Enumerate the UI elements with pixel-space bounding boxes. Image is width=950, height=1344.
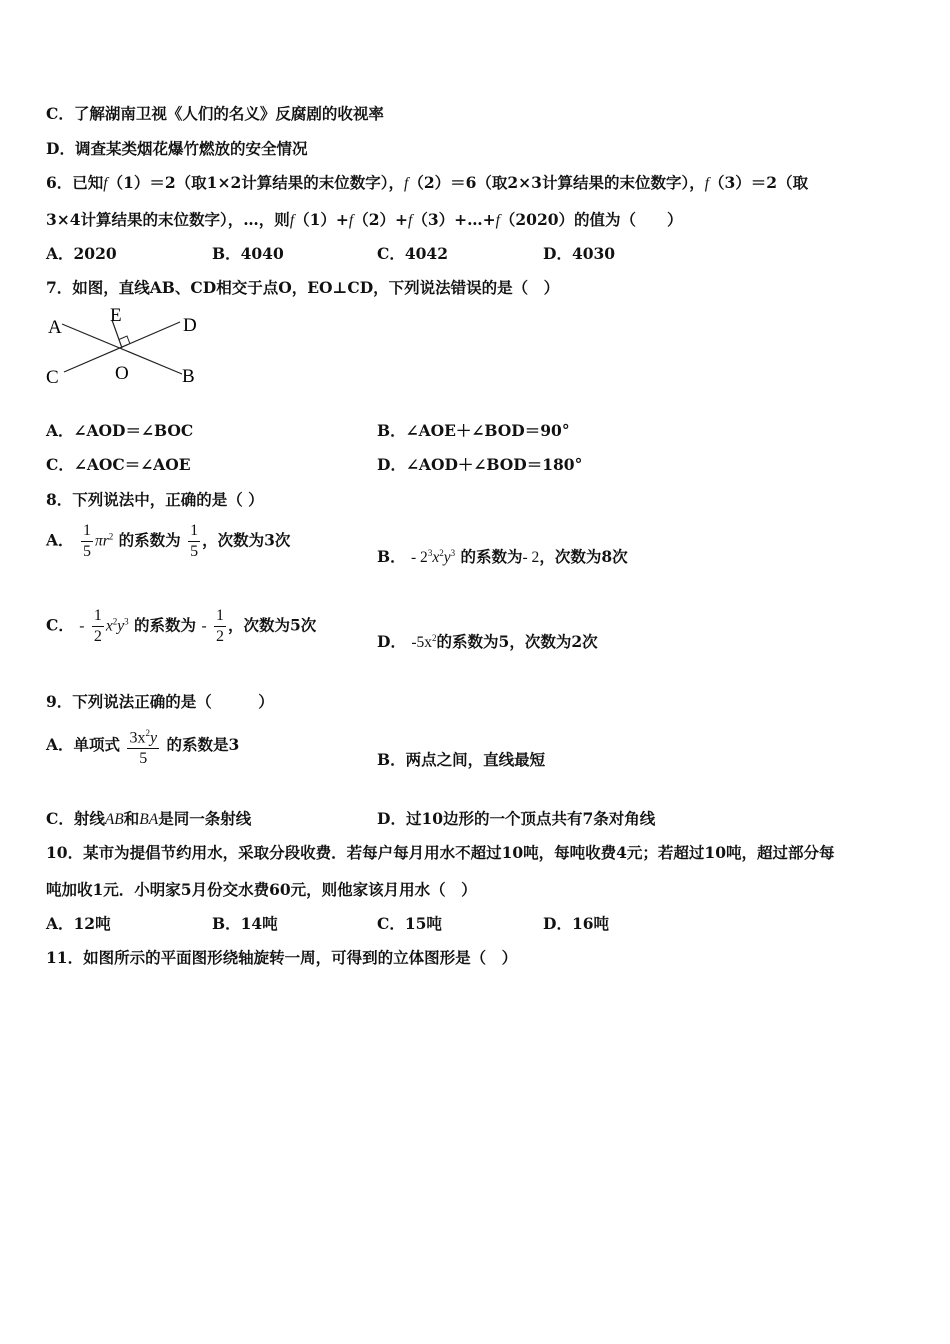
q7-option-d: D．∠AOD＋∠BOD＝180°: [377, 455, 583, 474]
q6-option-d: D．4030: [543, 244, 616, 263]
q8-option-a: A． $\frac{1}{5}$ $\pi r^2$ 的系数为 $\frac{1}{5}$ ，次数为3次: [46, 522, 291, 560]
label-d: D: [183, 315, 197, 336]
q9-option-a: A．单项式 $\frac{3x^2y}{5}$ 的系数是3: [46, 723, 239, 769]
q6-option-b: B．4040: [212, 244, 284, 263]
q10-option-b: B．14吨: [212, 914, 278, 933]
fraction: $\frac{3x^2y}{5}$: [129, 728, 158, 768]
q7-option-c: C．∠AOC＝∠AOE: [46, 455, 191, 474]
q5-option-c: C．了解湖南卫视《人们的名义》反腐剧的收视率: [46, 104, 384, 123]
q9-stem: 9．下列说法正确的是（ ）: [46, 692, 274, 711]
q8-option-c: C． - $\frac{1}{2}$ $x^2y^3$ 的系数为 - $\frac{1}{2}$ ，次数为5次: [46, 607, 317, 645]
q10-stem-line1: 10．某市为提倡节约用水，采取分段收费．若每户每月用水不超过10吨，每吨收费4元；若超过10吨，超过部分每: [46, 843, 835, 862]
fraction: $\frac{1}{5}$: [82, 522, 91, 560]
q6-option-a: A．2020: [46, 244, 117, 263]
label-a: A: [48, 317, 62, 338]
label-b: B: [182, 366, 195, 387]
q8-option-b: B． - $2^3x^2y^3$ 的系数为- 2，次数为8次: [377, 547, 628, 566]
label-o: O: [115, 363, 129, 384]
fraction: $\frac{1}{5}$: [190, 522, 199, 560]
label-c: C: [46, 367, 59, 388]
q6-stem-line2: 3×4计算结果的末位数字），…，则f（1）+f（2）+f（3）+…+f（2020）的值为（ ）: [46, 210, 683, 229]
q7-option-a: A．∠AOD＝∠BOC: [46, 421, 194, 440]
q9-option-d: D．过10边形的一个顶点共有7条对角线: [377, 809, 656, 828]
q10-option-a: A．12吨: [46, 914, 111, 933]
q10-option-c: C．15吨: [377, 914, 442, 933]
fraction: $\frac{1}{2}$: [216, 607, 225, 645]
label-e: E: [110, 305, 122, 326]
q7-option-b: B．∠AOE＋∠BOD＝90°: [377, 421, 570, 440]
q10-option-d: D．16吨: [543, 914, 610, 933]
q6-stem-line1: 6．已知f（1）＝2（取1×2计算结果的末位数字），f（2）＝6（取2×3计算结果的末位数字），f（3）＝2（取: [46, 173, 809, 192]
q7-stem: 7．如图，直线AB、CD相交于点O，EO⊥CD，下列说法错误的是（ ）: [46, 278, 560, 297]
q11-stem: 11．如图所示的平面图形绕轴旋转一周，可得到的立体图形是（ ）: [46, 948, 518, 967]
q8-stem: 8．下列说法中，正确的是（ ）: [46, 490, 264, 509]
q9-option-b: B．两点之间，直线最短: [377, 750, 546, 769]
q6-option-c: C．4042: [377, 244, 448, 263]
q7-intersecting-lines-figure: [44, 302, 214, 388]
q5-option-d: D．调查某类烟花爆竹燃放的安全情况: [46, 139, 308, 158]
q8-option-d: D． $-5x^2$的系数为5，次数为2次: [377, 632, 598, 651]
q9-option-c: C．射线AB和BA是同一条射线: [46, 809, 252, 828]
fraction: $\frac{1}{2}$: [93, 607, 102, 645]
q10-stem-line2: 吨加收1元．小明家5月份交水费60元，则他家该月用水（ ）: [46, 880, 477, 899]
